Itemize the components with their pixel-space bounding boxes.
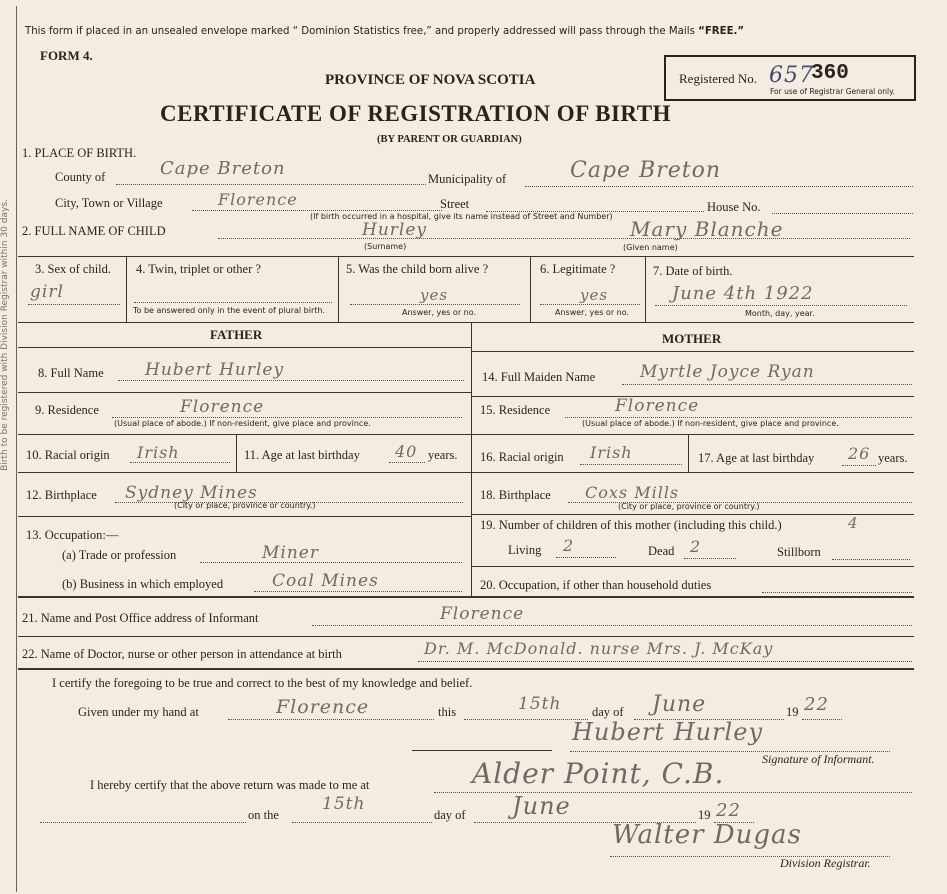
twin-line (134, 302, 332, 303)
father-name-value: Hubert Hurley (145, 360, 285, 380)
row3-divider-2 (338, 256, 339, 322)
on-leading-line (40, 822, 246, 823)
child-name-label: 2. FULL NAME OF CHILD (22, 224, 166, 238)
mother-age-value: 26 (848, 444, 871, 463)
father-residence-line (112, 417, 462, 418)
father-residence-label: 9. Residence (35, 403, 99, 417)
mother-residence-note: (Usual place of abode.) If non-resident, give place and province. (582, 419, 839, 428)
informant-signature: Hubert Hurley (572, 718, 763, 746)
informant-signature-caption: Signature of Informant. (762, 752, 875, 766)
mother-living-value: 2 (563, 536, 575, 555)
mother-birthplace-label: 18. Birthplace (480, 488, 551, 502)
father-residence-rule (18, 434, 471, 435)
father-business-line (254, 591, 462, 592)
short-rule (412, 750, 552, 751)
registered-label: Registered No. (679, 71, 757, 86)
father-business-value: Coal Mines (272, 571, 379, 591)
on-the-label: on the (248, 808, 279, 822)
father-mother-divider (471, 322, 472, 596)
row3-top-rule (18, 256, 914, 257)
given-place-value: Florence (276, 696, 370, 718)
this-day-line (464, 719, 588, 720)
county-line (116, 184, 426, 185)
mother-racial-value: Irish (590, 443, 633, 462)
father-business-label: (b) Business in which employed (62, 577, 224, 591)
given-under-label: Given under my hand at (78, 705, 199, 719)
twin-note: To be answered only in the event of plural birth. (133, 306, 325, 315)
mother-racial-divider (688, 434, 689, 472)
twin-label: 4. Twin, triplet or other ? (136, 262, 261, 276)
margin-instructions: Birth to be registered with Division Registrar within 30 days. (0, 199, 10, 471)
child-surname-value: Hurley (362, 220, 428, 240)
postal-note-text: This form if placed in an unsealed envelope marked “ Dominion Statistics free,” and properly addressed will pass through the Mails (25, 26, 695, 37)
registrar-statement: I hereby certify that the above return was made to me at (90, 778, 370, 792)
father-birthplace-note: (City or place, province or country.) (174, 501, 316, 510)
mother-children-rule (471, 566, 914, 567)
sex-line (28, 304, 120, 305)
hospital-note: (If birth occurred in a hospital, give its name instead of Street and Number) (310, 212, 613, 221)
year-prefix: 19 (786, 705, 799, 719)
row3-divider-4 (645, 256, 646, 322)
father-birthplace-label: 12. Birthplace (26, 488, 97, 502)
date-of-birth-line (655, 305, 907, 306)
mother-children-value: 4 (848, 514, 859, 532)
mother-heading-rule (471, 351, 914, 352)
county-value: Cape Breton (160, 158, 286, 179)
registered-box (664, 55, 916, 101)
on-month-value: June (512, 792, 571, 820)
registered-number-handwritten: 657 (769, 63, 814, 88)
left-margin-rule (16, 6, 17, 892)
mother-birthplace-note: (City or place, province or country.) (618, 502, 760, 511)
row3-divider-1 (126, 256, 127, 322)
legitimate-note: Answer, yes or no. (555, 308, 630, 317)
father-occupation-label: 13. Occupation:— (26, 528, 119, 542)
registrar-use-note: For use of Registrar General only. (770, 87, 895, 96)
sex-label: 3. Sex of child. (35, 262, 112, 276)
year-value: 22 (804, 694, 829, 715)
mother-residence-label: 15. Residence (480, 403, 551, 417)
registrar-signature: Walter Dugas (612, 820, 802, 850)
informant-top-rule (18, 596, 914, 598)
mother-racial-line (580, 464, 682, 465)
mother-age-years: years. (878, 451, 908, 465)
mother-dead-value: 2 (690, 537, 702, 556)
father-racial-value: Irish (137, 443, 180, 462)
form-number: FORM 4. (40, 48, 93, 63)
legitimate-line (540, 304, 640, 305)
born-alive-line (350, 304, 520, 305)
mother-age-rule (471, 472, 914, 473)
postal-note (25, 26, 744, 37)
city-value: Florence (218, 190, 298, 209)
on-day-line (292, 822, 432, 823)
mother-name-label: 14. Full Maiden Name (482, 370, 596, 384)
child-name-line (218, 238, 910, 239)
informant-bottom-rule (18, 636, 914, 637)
informant-value: Florence (440, 604, 525, 624)
mother-stillborn-line (832, 559, 910, 560)
born-alive-value: yes (420, 286, 449, 304)
month-value: June (652, 692, 707, 717)
date-of-birth-note: Month, day, year. (745, 309, 815, 318)
mother-children-label: 19. Number of children of this mother (including this child.) (480, 518, 782, 532)
municipality-value: Cape Breton (570, 158, 722, 183)
surname-caption: (Surname) (364, 242, 407, 251)
doctor-label: 22. Name of Doctor, nurse or other person in attendance at birth (22, 647, 342, 661)
mother-age-line (842, 465, 876, 466)
this-label: this (438, 705, 457, 719)
father-trade-value: Miner (262, 543, 319, 563)
given-place-line (228, 719, 434, 720)
on-day-value: 15th (322, 794, 366, 814)
father-racial-label: 10. Racial origin (26, 448, 110, 462)
born-alive-label: 5. Was the child born alive ? (346, 262, 489, 276)
father-heading-rule (18, 347, 471, 348)
mother-dead-label: Dead (648, 544, 675, 558)
mother-stillborn-label: Stillborn (777, 545, 821, 559)
father-residence-note: (Usual place of abode.) If non-resident, give place and province. (114, 419, 371, 428)
date-of-birth-value: June 4th 1922 (672, 283, 814, 304)
mother-heading: MOTHER (662, 331, 722, 346)
row3-divider-3 (530, 256, 531, 322)
house-number-line (772, 213, 913, 214)
certify-statement: I certify the foregoing to be true and correct to the best of my knowledge and belief. (52, 676, 473, 690)
doctor-line (418, 661, 912, 662)
day-of-label: day of (592, 705, 624, 719)
postal-note-free: “FREE.” (698, 26, 745, 37)
date-of-birth-label: 7. Date of birth. (653, 264, 733, 278)
father-age-value: 40 (395, 442, 418, 461)
mother-residence-rule (471, 434, 914, 435)
on-day-of-label: day of (434, 808, 466, 822)
informant-line (312, 625, 912, 626)
registrar-place-value: Alder Point, C.B. (472, 757, 725, 790)
father-age-rule (18, 472, 471, 473)
father-racial-divider (236, 434, 237, 472)
father-racial-line (130, 462, 230, 463)
province-heading: PROVINCE OF NOVA SCOTIA (325, 72, 536, 88)
father-age-line (389, 462, 425, 463)
certificate-subtitle: (BY PARENT OR GUARDIAN) (377, 134, 522, 145)
father-birthplace-value: Sydney Mines (125, 483, 258, 503)
mother-birthplace-value: Coxs Mills (585, 483, 680, 502)
doctor-value: Dr. M. McDonald. nurse Mrs. J. McKay (424, 639, 774, 658)
registered-number-stamp: 360 (811, 62, 849, 85)
house-number-label: House No. (707, 200, 761, 214)
certificate-title: CERTIFICATE OF REGISTRATION OF BIRTH (160, 101, 671, 126)
informant-label: 21. Name and Post Office address of Informant (22, 611, 259, 625)
registrar-caption: Division Registrar. (780, 856, 871, 870)
father-name-label: 8. Full Name (38, 366, 104, 380)
child-given-name-value: Mary Blanche (630, 217, 784, 241)
father-heading: FATHER (210, 327, 263, 342)
born-alive-note: Answer, yes or no. (402, 308, 477, 317)
year-line (802, 719, 842, 720)
on-year-value: 22 (716, 800, 741, 821)
mother-name-value: Myrtle Joyce Ryan (640, 362, 815, 382)
mother-residence-line (565, 417, 912, 418)
mother-occupation-line (762, 592, 912, 593)
municipality-line (525, 186, 913, 187)
given-name-caption: (Given name) (623, 243, 678, 252)
county-label: County of (55, 170, 106, 184)
father-residence-value: Florence (180, 397, 265, 417)
mother-name-line (622, 384, 912, 385)
mother-dead-line (684, 558, 736, 559)
mother-living-label: Living (508, 543, 542, 557)
this-day-value: 15th (518, 694, 562, 714)
legitimate-label: 6. Legitimate ? (540, 262, 616, 276)
legitimate-value: yes (580, 286, 609, 304)
father-age-years: years. (428, 448, 458, 462)
mother-residence-value: Florence (615, 396, 700, 416)
mother-age-label: 17. Age at last birthday (698, 451, 815, 465)
father-birthplace-rule (18, 516, 471, 517)
father-age-label: 11. Age at last birthday (244, 448, 360, 462)
row3-bottom-rule (18, 322, 914, 323)
sex-value: girl (30, 282, 64, 302)
city-line (192, 210, 442, 211)
city-label: City, Town or Village (55, 196, 163, 210)
on-year-prefix: 19 (698, 808, 711, 822)
father-trade-label: (a) Trade or profession (62, 548, 177, 562)
mother-living-line (556, 557, 616, 558)
registrar-place-line (434, 792, 912, 793)
father-name-line (118, 380, 464, 381)
father-trade-line (200, 562, 462, 563)
mother-racial-label: 16. Racial origin (480, 450, 564, 464)
doctor-bottom-rule (18, 668, 914, 670)
street-label: Street (440, 197, 470, 211)
mother-occupation-label: 20. Occupation, if other than household duties (480, 578, 712, 592)
place-of-birth-label: 1. PLACE OF BIRTH. (22, 146, 137, 160)
father-name-rule (18, 392, 471, 393)
municipality-label: Municipality of (428, 172, 507, 186)
